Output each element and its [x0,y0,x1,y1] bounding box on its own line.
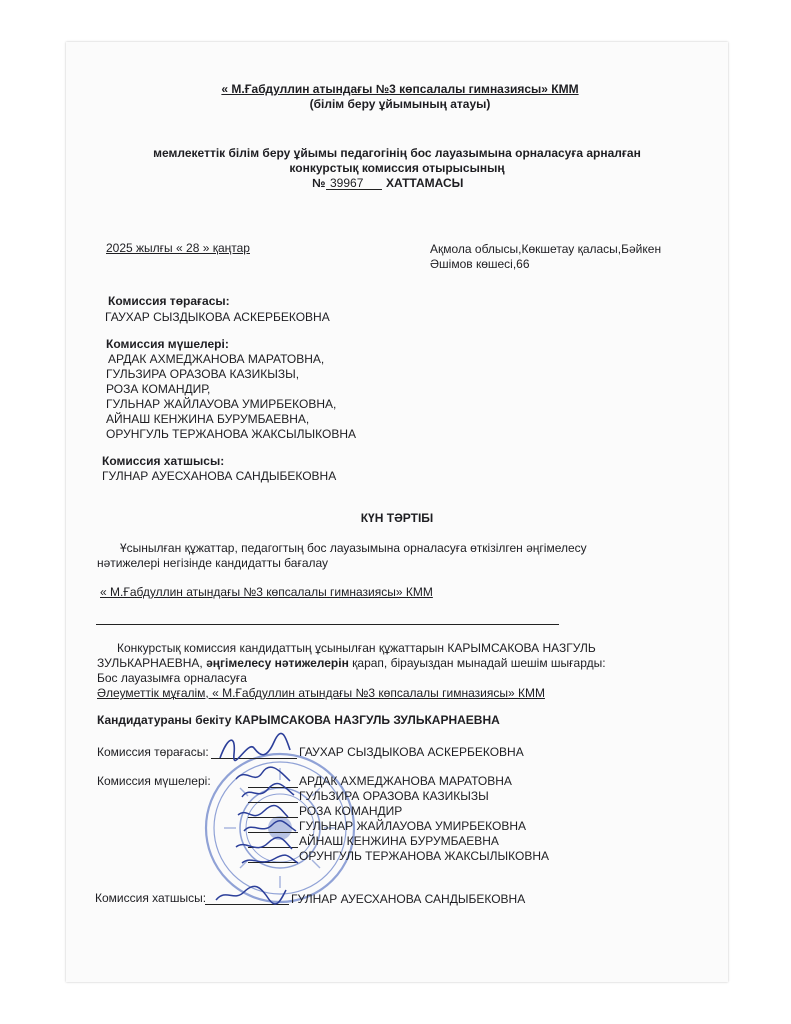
address-line-1: Ақмола облысы,Көкшетау қаласы,Бәйкен [430,242,662,256]
chair-signature-icon [214,730,294,766]
blank-line [96,624,559,625]
sign-members-label: Комиссия мүшелері: [97,774,211,788]
title-line-2: конкурстық комиссия отырысының [289,161,505,175]
sign-chair-label: Комиссия төрағасы: [97,745,209,759]
member-name: АЙНАШ КЕНЖИНА БУРУМБАЕВНА, [106,412,310,426]
sign-secretary-name: ГУЛНАР АУЕСХАНОВА САНДЫБЕКОВНА [291,892,526,906]
decision-position: Әлеуметтік мұғалім, « М.Ғабдуллин атындағы №3 көпсалалы гимназиясы» КММ [97,686,545,700]
secretary-name: ГУЛНАР АУЕСХАНОВА САНДЫБЕКОВНА [102,469,337,483]
sign-member-name: РОЗА КОМАНДИР [299,804,403,818]
protocol-number-prefix: № [312,176,326,190]
protocol-number-underline [326,189,382,190]
chair-heading: Комиссия төрағасы: [108,294,230,308]
member-name: РОЗА КОМАНДИР, [106,382,211,396]
protocol-word: ХАТТАМАСЫ [386,176,464,190]
sign-chair-name: ГАУХАР СЫЗДЫКОВА АСКЕРБЕКОВНА [299,745,524,759]
sign-member-name: АЙНАШ КЕНЖИНА БУРУМБАЕВНА [299,834,499,848]
decision-line-1: Конкурстық комиссия кандидаттың ұсынылған құжаттарын КАРЫМСАКОВА НАЗГУЛЬ [117,641,596,655]
member-name: ГУЛЬЗИРА ОРАЗОВА КАЗИКЫЗЫ, [106,367,300,381]
secretary-signature-icon [212,880,288,908]
agenda-org: « М.Ғабдуллин атындағы №3 көпсалалы гимназиясы» КММ [100,585,433,599]
decision-candidate-patronymic: ЗУЛЬКАРНАЕВНА, [97,656,207,670]
member-name: ГУЛЬНАР ЖАЙЛАУОВА УМИРБЕКОВНА, [106,397,337,411]
member-signatures-icon [228,765,304,870]
agenda-line-1: Ұсынылған құжаттар, педагогтың бос лауазымына орналасуға өткізілген әңгімелесу [120,541,587,555]
member-name: ОРУНГУЛЬ ТЕРЖАНОВА ЖАКСЫЛЫКОВНА [106,427,356,441]
chair-name: ГАУХАР СЫЗДЫКОВА АСКЕРБЕКОВНА [105,310,330,324]
protocol-date: 2025 жылғы « 28 » қаңтар [106,241,250,255]
decision-line-2 [97,656,606,671]
sign-secretary-label: Комиссия хатшысы: [95,891,207,905]
address-line-2: Әшімов көшесі,66 [430,257,530,271]
org-name-header: « М.Ғабдуллин атындағы №3 көпсалалы гимназиясы» КММ [221,82,579,96]
decision-line-3: Бос лауазымға орналасуға [97,671,247,685]
sign-member-name: ОРУНГУЛЬ ТЕРЖАНОВА ЖАКСЫЛЫКОВНА [299,849,549,863]
org-caption: (білім беру ұйымының атауы) [309,97,491,111]
secretary-heading: Комиссия хатшысы: [102,454,225,468]
members-heading: Комиссия мүшелері: [106,337,229,351]
approve-candidate: Кандидатураны бекіту КАРЫМСАКОВА НАЗГУЛЬ ЗУЛЬКАРНАЕВНА [97,713,500,727]
member-name: АРДАК АХМЕДЖАНОВА МАРАТОВНА, [108,352,325,366]
decision-outcome: қарап, бірауыздан мынадай шешім шығарды: [348,656,606,670]
title-line-1: мемлекеттік білім беру ұйымы педагогінің бос лауазымына орналасуға арналған [153,146,641,160]
agenda-heading: КҮН ТӘРТІБІ [360,511,434,525]
sign-member-name: ГУЛЬНАР ЖАЙЛАУОВА УМИРБЕКОВНА [299,819,527,833]
sign-member-name: ГУЛЬЗИРА ОРАЗОВА КАЗИКЫЗЫ [299,789,489,803]
sign-member-name: АРДАК АХМЕДЖАНОВА МАРАТОВНА [299,774,512,788]
agenda-line-2: нәтижелері негізінде кандидатты бағалау [97,556,329,570]
protocol-number: 39967 [330,176,364,190]
decision-interview-results: әңгімелесу нәтижелерін [206,656,349,670]
